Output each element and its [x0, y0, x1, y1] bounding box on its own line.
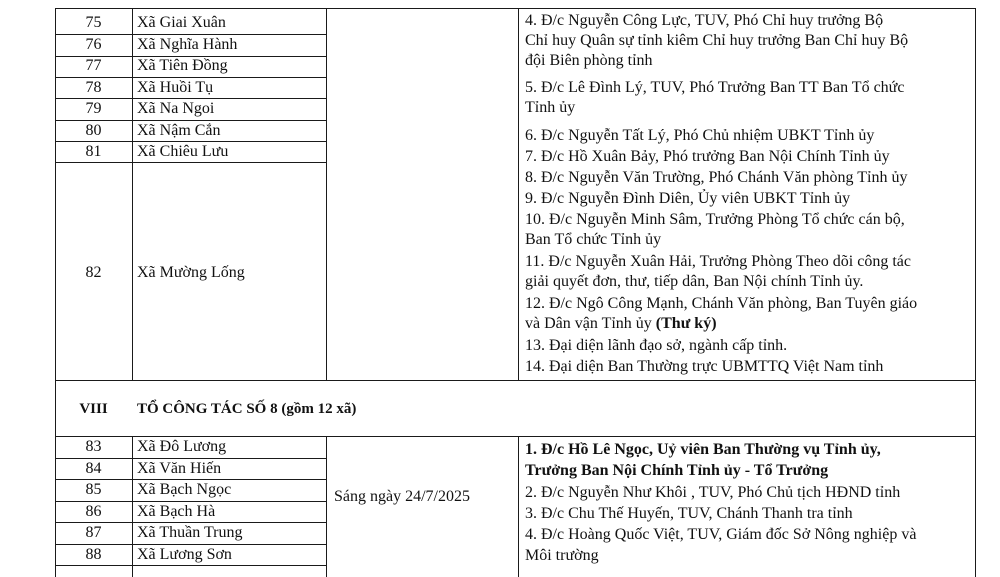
- section-title: TỔ CÔNG TÁC SỐ 8 (gồm 12 xã): [137, 401, 357, 417]
- table-border-right: [975, 8, 976, 577]
- section-roman-numeral: VIII: [79, 401, 108, 417]
- commune-name: Xã Đô Lương: [137, 438, 227, 455]
- row-line: [55, 565, 327, 566]
- row-number: 87: [85, 524, 102, 541]
- row-number: 88: [85, 546, 102, 563]
- row-number: 84: [85, 460, 102, 477]
- member-line: 12. Đ/c Ngô Công Mạnh, Chánh Văn phòng, Ban Tuyên giáo: [525, 295, 918, 312]
- member-line: 9. Đ/c Nguyễn Đình Diên, Ủy viên UBKT Tỉnh ủy: [525, 190, 851, 207]
- commune-name: Xã Huồi Tụ: [137, 79, 214, 96]
- member-line: 5. Đ/c Lê Đình Lý, TUV, Phó Trưởng Ban TT Ban Tổ chức: [525, 79, 905, 96]
- member-line: giải quyết đơn, thư, tiếp dân, Ban Nội chính Tỉnh ủy.: [525, 273, 864, 290]
- secretary-label: (Thư ký): [655, 315, 717, 332]
- row-number: 83: [85, 438, 102, 455]
- row-number: 85: [85, 481, 102, 498]
- member-line: 3. Đ/c Chu Thế Huyến, TUV, Chánh Thanh tra tỉnh: [525, 505, 853, 522]
- commune-name: Xã Bạch Ngọc: [137, 481, 232, 498]
- member-line: 4. Đ/c Nguyễn Công Lực, TUV, Phó Chỉ huy trưởng Bộ: [525, 12, 884, 29]
- commune-name: Xã Bạch Hà: [137, 503, 216, 520]
- commune-name: Xã Tiên Đồng: [137, 57, 228, 74]
- commune-name: Xã Nghĩa Hành: [137, 36, 238, 53]
- schedule-time: Sáng ngày 24/7/2025: [334, 488, 470, 505]
- row-number: 79: [85, 100, 102, 117]
- member-line: 14. Đại diện Ban Thường trực UBMTTQ Việt Nam tỉnh: [525, 358, 884, 375]
- member-line: Ban Tổ chức Tỉnh ủy: [525, 231, 662, 248]
- commune-name: Xã Nậm Cắn: [137, 122, 221, 139]
- row-number: 78: [85, 79, 102, 96]
- column-divider-time: [518, 8, 519, 380]
- column-divider-commune: [326, 8, 327, 380]
- member-line-leader: 1. Đ/c Hồ Lê Ngọc, Uỷ viên Ban Thường vụ Tỉnh ủy,: [525, 441, 881, 458]
- column-divider-number: [132, 8, 133, 380]
- row-number: 77: [85, 57, 102, 74]
- member-line: 2. Đ/c Nguyễn Như Khôi , TUV, Phó Chủ tịch HĐND tỉnh: [525, 484, 901, 501]
- member-line-leader: Trưởng Ban Nội Chính Tỉnh ủy - Tổ Trưởng: [525, 462, 829, 479]
- member-line: 10. Đ/c Nguyễn Minh Sâm, Trưởng Phòng Tổ chức cán bộ,: [525, 211, 905, 228]
- member-line: 8. Đ/c Nguyễn Văn Trường, Phó Chánh Văn phòng Tỉnh ủy: [525, 169, 908, 186]
- member-line-text: và Dân vận Tỉnh ủy: [525, 315, 656, 332]
- member-line: 4. Đ/c Hoàng Quốc Việt, TUV, Giám đốc Sở Nông nghiệp và: [525, 526, 917, 543]
- commune-name: Xã Thuần Trung: [137, 524, 243, 541]
- row-number: 76: [85, 36, 102, 53]
- member-line: Tỉnh ủy: [525, 99, 576, 116]
- row-number: 82: [85, 264, 102, 281]
- row-number: 75: [85, 14, 102, 31]
- commune-name: Xã Văn Hiến: [137, 460, 222, 477]
- commune-name: Xã Lương Sơn: [137, 546, 232, 563]
- member-line: 6. Đ/c Nguyễn Tất Lý, Phó Chủ nhiệm UBKT Tỉnh ủy: [525, 127, 875, 144]
- table-top-border: [55, 8, 976, 9]
- commune-name: Xã Mường Lống: [137, 264, 245, 281]
- section-top-line: [55, 380, 976, 381]
- commune-name: Xã Giai Xuân: [137, 14, 226, 31]
- member-line: 11. Đ/c Nguyễn Xuân Hải, Trưởng Phòng Theo dõi công tác: [525, 253, 911, 270]
- member-line: Môi trường: [525, 547, 599, 564]
- member-line: Chỉ huy Quân sự tỉnh kiêm Chỉ huy trưởng Ban Chỉ huy Bộ: [525, 32, 909, 49]
- row-number: 86: [85, 503, 102, 520]
- member-line: đội Biên phòng tỉnh: [525, 52, 653, 69]
- member-line: 13. Đại diện lãnh đạo sở, ngành cấp tỉnh.: [525, 337, 788, 354]
- member-line: 7. Đ/c Hồ Xuân Bảy, Phó trưởng Ban Nội Chính Tỉnh ủy: [525, 148, 890, 165]
- row-number: 80: [85, 122, 102, 139]
- member-line-secretary: [525, 314, 717, 334]
- row-line: [55, 162, 327, 163]
- row-number: 81: [85, 143, 102, 160]
- commune-name: Xã Chiêu Lưu: [137, 143, 229, 160]
- commune-name: Xã Na Ngoi: [137, 100, 215, 117]
- column-divider-time: [518, 436, 519, 577]
